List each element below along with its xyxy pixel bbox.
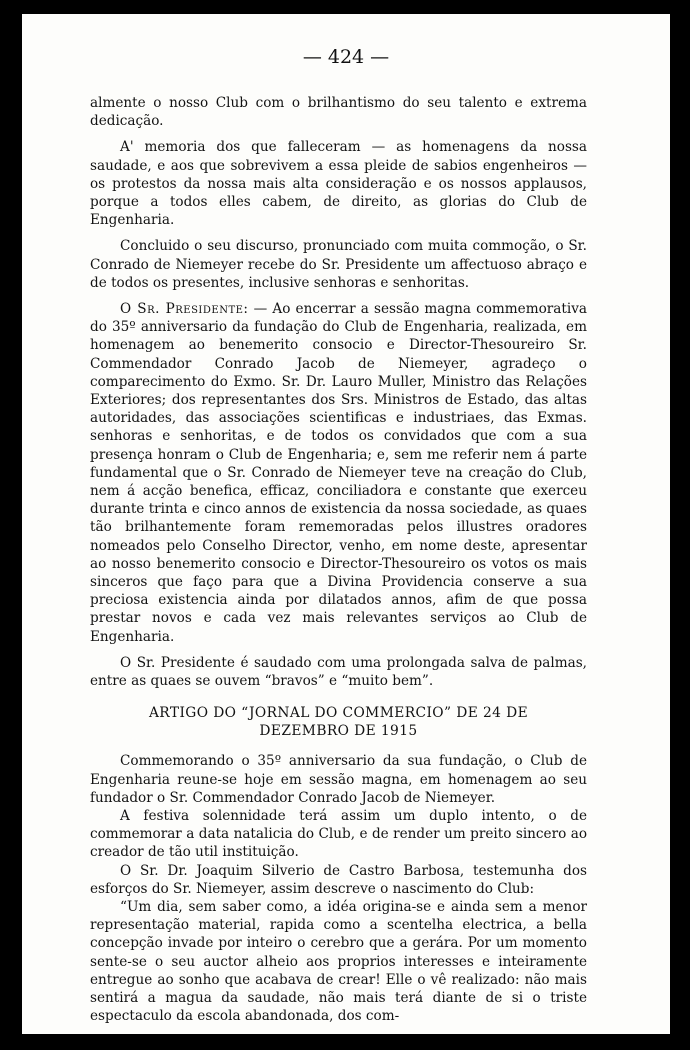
speech-text: — Ao encerrar a sessão magna commemorativa do 35º anniversario da fundação do Club de Engenharia, realizada, em homenagem ao benemerito consocio e Director-Thesoureiro Sr. Commendador Conrado Jacob de Niemeyer, agradeço o comparecimento do Exmo. Sr. Dr. Lauro Muller, Ministro das Relações Exteriores; dos representantes dos Srs. Ministros de Estado, das altas autoridades, das associações scientificas e industriaes, das Exmas. senhoras e senhoritas, e de todos os convidados que com a sua presença honram o Club de Engenharia; e, sem me referir nem á parte fundamental que o Sr. Conrado de Niemeyer teve na creação do Club, nem á acção benefica, efficaz, conciliadora e constante que exerceu durante trinta e cinco annos de existencia da nossa sociedade, as quaes tão brilhantemente foram rememoradas pelos illustres oradores nomeados pelo Conselho Director, venho, em nome deste, apresentar ao nosso benemerito consocio e Director-Thesoureiro os votos os mais sinceros que faço para que a Divina Providencia conserve a sua preciosa existencia ainda por dilatados annos, afim de que possa prestar novos e cada vez mais relevantes serviços ao Club de Engenharia. (90, 301, 587, 645)
speaker-label: O Sr. Presidente: (120, 301, 249, 318)
article-quote: “Um dia, sem saber como, a idéa origina-se e ainda sem a menor representação material, rapida como a scentelha electrica, a bella concepção invade por inteiro o cerebro que a gerára. Por um momento sente-se o seu auctor alheio aos proprios interesses e inteiramente entregue ao sonho que acabava de crear! Elle o vê realizado: não mais sentirá a magua da saudade, não mais terá diante de si o triste espectaculo da escola abandonada, dos com- (90, 898, 587, 1025)
article-heading (90, 704, 587, 740)
article-paragraph-3: O Sr. Dr. Joaquim Silverio de Castro Barbosa, testemunha dos esforços do Sr. Niemeyer, assim descreve o nascimento do Club: (90, 862, 587, 897)
article-heading-line2: DEZEMBRO DE 1915 (259, 723, 418, 740)
paragraph-discurso: Concluido o seu discurso, pronunciado com muita commoção, o Sr. Conrado de Niemeyer recebe do Sr. Presidente um affectuoso abraço e de todos os presentes, inclusive senhoras e senhoritas. (90, 238, 587, 291)
body-text (90, 94, 587, 1025)
paragraph-applause: O Sr. Presidente é saudado com uma prolongada salva de palmas, entre as quaes se ouvem “bravos” e “muito bem”. (90, 654, 587, 690)
document-page (22, 14, 670, 1034)
paragraph-president-speech (90, 300, 587, 646)
article-paragraph-1: Commemorando o 35º anniversario da sua fundação, o Club de Engenharia reune-se hoje em sessão magna, em homenagem ao seu fundador o Sr. Commendador Conrado Jacob de Niemeyer. (90, 753, 587, 806)
page-number: — 424 — (302, 46, 390, 68)
paragraph-homage: A' memoria dos que falleceram — as homenagens da nossa saudade, e aos que sobrevivem a essa pleide de sabios engenheiros — os protestos da nossa mais alta consideração e os nossos applausos, porque a todos elles cabem, de direito, as glorias do Club de Engenharia. (90, 139, 587, 229)
article-paragraph-2: A festiva solennidade terá assim um duplo intento, o de commemorar a data natalicia do Club, e de render um preito sincero ao creador de tão util instituição. (90, 807, 587, 861)
paragraph-continuation: almente o nosso Club com o brilhantismo do seu talento e extrema dedicação. (90, 95, 587, 130)
article-heading-line1: ARTIGO DO “JORNAL DO COMMERCIO” DE 24 DE (148, 705, 529, 722)
